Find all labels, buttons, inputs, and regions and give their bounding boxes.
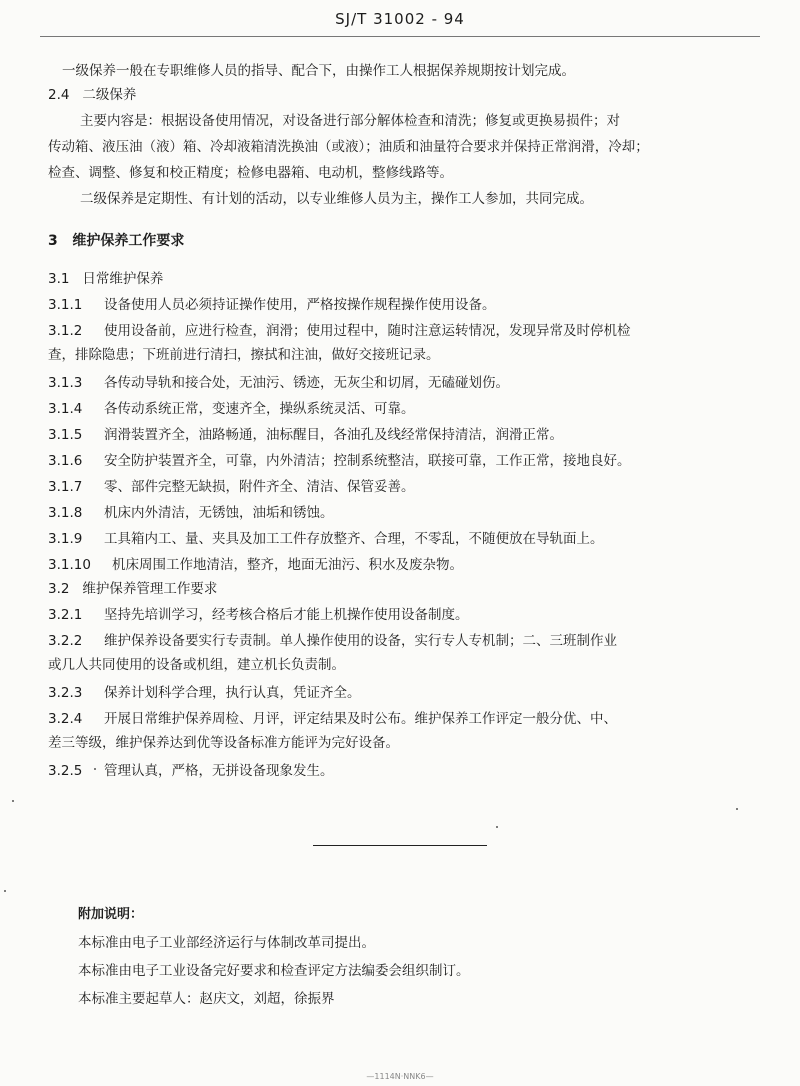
clause-3-2-2 <box>48 632 617 650</box>
clause-3-1-6 <box>48 452 631 470</box>
clause-3-1-2 <box>48 322 631 340</box>
section-title: 维护保养工作要求 <box>72 233 185 249</box>
clause-3-1-10 <box>48 556 463 574</box>
paragraph-line: 检查、调整、修复和校正精度；检修电器箱、电动机，整修线路等。 <box>48 165 453 181</box>
clause-3-1-9 <box>48 530 604 548</box>
clause-number: 3.2.3 <box>48 685 83 701</box>
paragraph-line: 二级保养是定期性、有计划的活动，以专业维修人员为主，操作工人参加，共同完成。 <box>80 191 593 207</box>
clause-3-1-1 <box>48 296 496 314</box>
subsection-heading-3-1 <box>48 270 163 288</box>
clause-number: 3.2.5 <box>48 763 83 779</box>
paragraph-line: 一级保养一般在专职维修人员的指导、配合下，由操作工人根据保养规期按计划完成。 <box>62 63 575 79</box>
clause-number: 3.1.9 <box>48 531 83 547</box>
clause-text: 机床内外清洁，无锈蚀，油垢和锈蚀。 <box>104 505 334 521</box>
additional-note: 本标准由电子工业部经济运行与体制改革司提出。 <box>78 935 375 951</box>
clause-3-2-5 <box>48 762 334 780</box>
clause-text: 使用设备前，应进行检查，润滑；使用过程中，随时注意运转情况，发现异常及时停机检 <box>104 323 631 339</box>
clause-text: 各传动系统正常，变速齐全，操纵系统灵活、可靠。 <box>104 401 415 417</box>
clause-continuation: 差三等级，维护保养达到优等设备标准方能评为完好设备。 <box>48 735 399 751</box>
section-title: 日常维护保养 <box>82 271 164 287</box>
clause-text: 保养计划科学合理，执行认真，凭证齐全。 <box>104 685 361 701</box>
clause-text: 设备使用人员必须持证操作使用，严格按操作规程操作使用设备。 <box>104 297 496 313</box>
subsection-heading-3-2 <box>48 580 217 598</box>
clause-continuation: 查，排除隐患；下班前进行清扫，擦拭和注油，做好交接班记录。 <box>48 347 440 363</box>
section-title: 维护保养管理工作要求 <box>82 581 218 597</box>
paragraph-line: 传动箱、液压油（液）箱、冷却液箱清洗换油（或液）；油质和油量符合要求并保持正常润滑，冷却； <box>48 139 649 155</box>
clause-3-2-3 <box>48 684 361 702</box>
clause-text: 各传动导轨和接合处，无油污、锈迹，无灰尘和切屑，无磕碰划伤。 <box>104 375 509 391</box>
paragraph-line: 主要内容是：根据设备使用情况，对设备进行部分解体检查和清洗；修复或更换易损件；对 <box>80 113 620 129</box>
clause-3-2-1 <box>48 606 469 624</box>
clause-number: 3.2.4 <box>48 711 83 727</box>
clause-number: 3.1.8 <box>48 505 83 521</box>
scan-speck <box>4 890 6 892</box>
scan-speck <box>496 826 498 828</box>
section-number: 3.1 <box>48 271 70 287</box>
section-number: 2.4 <box>48 87 70 103</box>
additional-note: 本标准由电子工业设备完好要求和检查评定方法编委会组织制订。 <box>78 963 470 979</box>
clause-number: 3.1.6 <box>48 453 83 469</box>
clause-text: 润滑装置齐全，油路畅通，油标醒目，各油孔及线经常保持清洁，润滑正常。 <box>104 427 563 443</box>
clause-3-1-3 <box>48 374 509 392</box>
section-heading-2-4 <box>48 86 136 104</box>
section-heading-3 <box>48 232 184 250</box>
clause-number: 3.1.5 <box>48 427 83 443</box>
clause-3-2-4 <box>48 710 617 728</box>
clause-text: 机床周围工作地清洁，整齐，地面无油污、积水及废杂物。 <box>112 557 463 573</box>
clause-3-1-8 <box>48 504 334 522</box>
clause-number: 3.1.2 <box>48 323 83 339</box>
section-number: 3.2 <box>48 581 70 597</box>
clause-number: 3.1.7 <box>48 479 83 495</box>
scan-speck <box>736 808 738 810</box>
clause-number: 3.1.4 <box>48 401 83 417</box>
clause-number: 3.1.10 <box>48 557 91 573</box>
clause-3-1-4 <box>48 400 415 418</box>
page-footer-mark: —1114N·NNK6— <box>366 1072 434 1081</box>
clause-text: 安全防护装置齐全，可靠，内外清洁；控制系统整洁，联接可靠，工作正常，接地良好。 <box>104 453 631 469</box>
additional-note: 本标准主要起草人：赵庆文，刘超，徐振界 <box>78 991 335 1007</box>
header-rule <box>40 36 760 37</box>
clause-text: 坚持先培训学习，经考核合格后才能上机操作使用设备制度。 <box>104 607 469 623</box>
clause-text: 零、部件完整无缺损，附件齐全、清洁、保管妥善。 <box>104 479 415 495</box>
scan-speck <box>12 800 14 802</box>
additional-notes-title: 附加说明： <box>78 907 144 922</box>
section-title: 二级保养 <box>82 87 137 103</box>
clause-3-1-7 <box>48 478 415 496</box>
clause-number: 3.1.3 <box>48 375 83 391</box>
clause-number: 3.2.1 <box>48 607 83 623</box>
scan-speck <box>94 768 96 770</box>
clause-text: 开展日常维护保养周检、月评，评定结果及时公布。维护保养工作评定一般分优、中、 <box>104 711 617 727</box>
standard-code-header: SJ/T 31002 - 94 <box>335 10 465 28</box>
end-of-standard-rule <box>313 845 487 846</box>
section-number: 3 <box>48 233 58 249</box>
clause-text: 维护保养设备要实行专责制。单人操作使用的设备，实行专人专机制；二、三班制作业 <box>104 633 617 649</box>
clause-text: 管理认真，严格，无拼设备现象发生。 <box>104 763 334 779</box>
clause-continuation: 或几人共同使用的设备或机组，建立机长负责制。 <box>48 657 345 673</box>
clause-number: 3.2.2 <box>48 633 83 649</box>
clause-number: 3.1.1 <box>48 297 83 313</box>
clause-text: 工具箱内工、量、夹具及加工工件存放整齐、合理，不零乱，不随便放在导轨面上。 <box>104 531 604 547</box>
clause-3-1-5 <box>48 426 563 444</box>
